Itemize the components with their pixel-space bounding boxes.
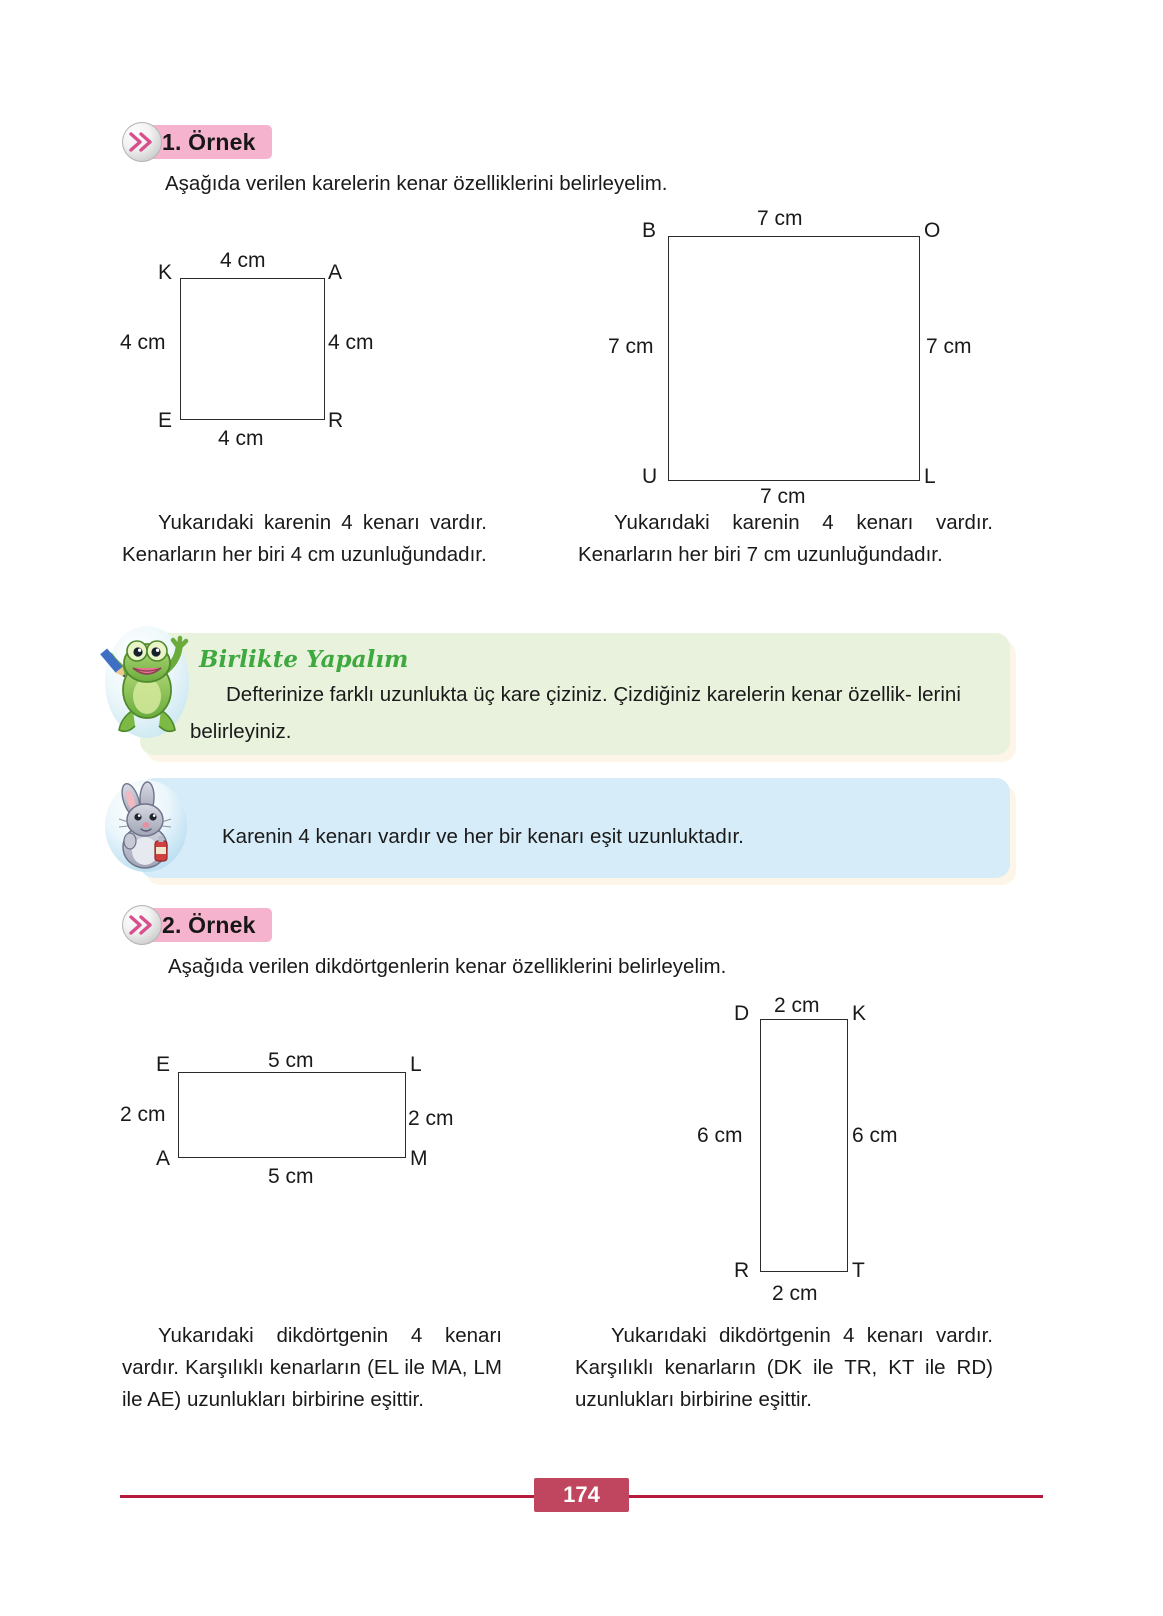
page-number: 174	[534, 1478, 629, 1512]
dim-dktr-top: 2 cm	[774, 994, 820, 1017]
example-1-caption-right	[578, 507, 993, 571]
vertex-e2: E	[156, 1053, 171, 1076]
vertex-b: B	[642, 219, 657, 242]
dim-kaer-top: 4 cm	[220, 249, 266, 272]
dim-kaer-right: 4 cm	[328, 331, 374, 354]
figure-rectangle-dktr	[690, 995, 950, 1315]
example-1-caption-left	[122, 507, 487, 571]
dim-dktr-right: 6 cm	[852, 1124, 898, 1147]
example-2-caption-left-text: Yukarıdaki dikdörtgenin 4 kenarı vardır. Karşılıklı kenarların (EL ile MA, LM ile AE) uzunlukları birbirine eşittir.	[122, 1324, 502, 1411]
dim-kaer-left: 4 cm	[120, 331, 166, 354]
figure-square-boul	[600, 208, 1000, 508]
example-2-label: 2. Örnek	[162, 911, 256, 938]
vertex-m2: M	[410, 1147, 428, 1170]
example-1-label: 1. Örnek	[162, 128, 256, 155]
vertex-l: L	[924, 465, 936, 488]
frog-mascot	[97, 618, 197, 746]
double-chevron-right-icon	[122, 122, 162, 162]
figure-square-kaer	[120, 250, 420, 450]
footer-rule-left	[120, 1495, 534, 1498]
dim-elma-left: 2 cm	[120, 1103, 166, 1126]
example-2-caption-right-text: Yukarıdaki dikdörtgenin 4 kenarı vardır. Karşılıklı kenarların (DK ile TR, KT ile RD) uzunlukları birbirine eşittir.	[575, 1324, 993, 1411]
vertex-t: T	[852, 1259, 865, 1282]
figure-rectangle-elma	[120, 1040, 480, 1200]
dim-elma-top: 5 cm	[268, 1049, 314, 1072]
vertex-d: D	[734, 1002, 750, 1025]
square-boul-outline	[668, 236, 920, 481]
vertex-k: K	[158, 261, 173, 284]
vertex-a2: A	[156, 1147, 171, 1170]
dim-boul-bottom: 7 cm	[760, 485, 806, 508]
dim-dktr-left: 6 cm	[697, 1124, 743, 1147]
dim-boul-right: 7 cm	[926, 335, 972, 358]
dim-elma-bottom: 5 cm	[268, 1165, 314, 1188]
rectangle-elma-outline	[178, 1072, 406, 1158]
info-text: Karenin 4 kenarı vardır ve her bir kenarı eşit uzunluktadır.	[222, 825, 744, 848]
vertex-r: R	[328, 409, 344, 432]
vertex-l2: L	[410, 1053, 422, 1076]
rabbit-mascot	[100, 775, 192, 877]
activity-text	[190, 676, 990, 750]
example-1-intro-text: Aşağıda verilen karelerin kenar özelliklerini belirleyelim.	[165, 172, 668, 195]
example-1-caption-right-text: Yukarıdaki karenin 4 kenarı vardır. Kenarların her biri 7 cm uzunluğundadır.	[578, 511, 993, 566]
vertex-e: E	[158, 409, 173, 432]
example-1-caption-left-text: Yukarıdaki karenin 4 kenarı vardır. Kenarların her biri 4 cm uzunluğundadır.	[122, 511, 487, 566]
activity-text-line2: lerini belirleyiniz.	[190, 683, 961, 743]
footer-rule-right	[629, 1495, 1043, 1498]
double-chevron-right-icon-2	[122, 905, 162, 945]
vertex-o: O	[924, 219, 941, 242]
example-1-heading	[122, 122, 256, 162]
vertex-r2: R	[734, 1259, 750, 1282]
example-2-intro-text: Aşağıda verilen dikdörtgenlerin kenar özelliklerini belirleyelim.	[168, 955, 727, 978]
dim-boul-left: 7 cm	[608, 335, 654, 358]
example-2-heading	[122, 905, 256, 945]
vertex-a: A	[328, 261, 343, 284]
square-kaer-outline	[180, 278, 325, 420]
dim-elma-right: 2 cm	[408, 1107, 454, 1130]
dim-kaer-bottom: 4 cm	[218, 427, 264, 450]
dim-dktr-bottom: 2 cm	[772, 1282, 818, 1305]
dim-boul-top: 7 cm	[757, 207, 803, 230]
rectangle-dktr-outline	[760, 1019, 848, 1272]
activity-title: Birlikte Yapalım	[199, 646, 409, 673]
example-2-caption-left	[122, 1320, 502, 1416]
example-2-caption-right	[575, 1320, 993, 1416]
vertex-u: U	[642, 465, 658, 488]
vertex-k2: K	[852, 1002, 867, 1025]
activity-text-line1: Defterinize farklı uzunlukta üç kare çiziniz. Çizdiğiniz karelerin kenar özellik-	[226, 683, 912, 706]
